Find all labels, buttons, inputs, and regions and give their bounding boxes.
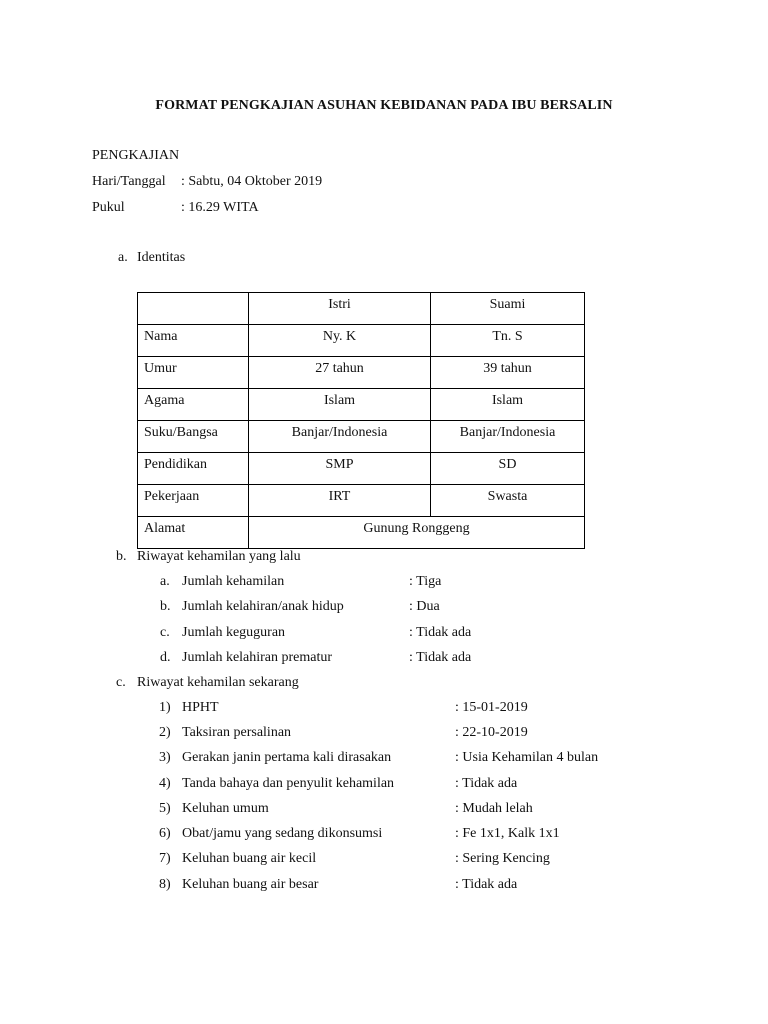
pengkajian-heading: PENGKAJIAN — [92, 148, 180, 163]
istri-cell: IRT — [249, 485, 431, 517]
list-item-value: : Sering Kencing — [455, 851, 550, 866]
suami-cell: Tn. S — [431, 325, 585, 357]
alamat-value: Gunung Ronggeng — [249, 517, 585, 549]
table-row — [138, 485, 585, 517]
list-marker: b. — [160, 599, 171, 614]
section-a-label: Identitas — [137, 250, 186, 265]
list-item-label: Jumlah keguguran — [182, 625, 286, 640]
suami-cell: Banjar/Indonesia — [431, 421, 585, 453]
list-marker: 6) — [159, 826, 171, 841]
list-item-label: Obat/jamu yang sedang dikonsumsi — [182, 826, 383, 841]
pukul-label: Pukul — [92, 200, 125, 215]
list-marker: 5) — [159, 801, 171, 816]
suami-cell: 39 tahun — [431, 357, 585, 389]
list-item-value: : Mudah lelah — [455, 801, 533, 816]
table-row — [138, 517, 585, 549]
list-item-label: Keluhan buang air kecil — [182, 851, 317, 866]
suami-cell: SD — [431, 453, 585, 485]
row-label: Pekerjaan — [138, 485, 249, 517]
list-item-label: Gerakan janin pertama kali dirasakan — [182, 750, 392, 765]
table-row — [138, 389, 585, 421]
istri-cell: Islam — [249, 389, 431, 421]
table-row — [138, 453, 585, 485]
list-item-label: Keluhan umum — [182, 801, 269, 816]
table-header-row — [138, 293, 585, 325]
list-item-value: : Fe 1x1, Kalk 1x1 — [455, 826, 560, 841]
list-marker: c. — [160, 625, 170, 640]
row-label: Suku/Bangsa — [138, 421, 249, 453]
list-item-value: : 15-01-2019 — [455, 700, 528, 715]
table-header-cell: Istri — [249, 293, 431, 325]
suami-cell: Islam — [431, 389, 585, 421]
section-b-marker: b. — [116, 549, 127, 564]
list-item-label: HPHT — [182, 700, 219, 715]
istri-cell: Banjar/Indonesia — [249, 421, 431, 453]
list-item-label: Jumlah kelahiran/anak hidup — [182, 599, 344, 614]
list-marker: 2) — [159, 725, 171, 740]
list-item-value: : Tidak ada — [409, 650, 472, 665]
list-item-value: : Dua — [409, 599, 440, 614]
list-marker: 3) — [159, 750, 171, 765]
istri-cell: Ny. K — [249, 325, 431, 357]
list-item-label: Tanda bahaya dan penyulit kehamilan — [182, 776, 395, 791]
list-item-value: : Usia Kehamilan 4 bulan — [455, 750, 599, 765]
hari-tanggal-label: Hari/Tanggal — [92, 174, 166, 189]
suami-cell: Swasta — [431, 485, 585, 517]
table-header-cell: Suami — [431, 293, 585, 325]
list-item-label: Keluhan buang air besar — [182, 877, 319, 892]
list-marker: d. — [160, 650, 171, 665]
section-c-marker: c. — [116, 675, 126, 690]
row-label: Agama — [138, 389, 249, 421]
list-marker: 8) — [159, 877, 171, 892]
table-row — [138, 325, 585, 357]
list-item-label: Jumlah kelahiran prematur — [182, 650, 333, 665]
section-a-marker: a. — [118, 250, 128, 265]
list-item-value: : Tidak ada — [409, 625, 472, 640]
row-label: Pendidikan — [138, 453, 249, 485]
section-b-label: Riwayat kehamilan yang lalu — [137, 549, 301, 564]
istri-cell: 27 tahun — [249, 357, 431, 389]
pukul-value: : 16.29 WITA — [181, 200, 259, 215]
istri-cell: SMP — [249, 453, 431, 485]
row-label: Nama — [138, 325, 249, 357]
list-item-label: Jumlah kehamilan — [182, 574, 285, 589]
hari-tanggal-value: : Sabtu, 04 Oktober 2019 — [181, 174, 323, 189]
table-header-cell — [138, 293, 249, 325]
alamat-label: Alamat — [138, 517, 249, 549]
identity-table — [137, 292, 585, 549]
row-label: Umur — [138, 357, 249, 389]
list-marker: a. — [160, 574, 170, 589]
list-item-value: : Tidak ada — [455, 776, 518, 791]
list-item-value: : Tidak ada — [455, 877, 518, 892]
list-marker: 4) — [159, 776, 171, 791]
list-marker: 1) — [159, 700, 171, 715]
list-item-label: Taksiran persalinan — [182, 725, 292, 740]
list-item-value: : Tiga — [409, 574, 442, 589]
table-row — [138, 357, 585, 389]
list-item-value: : 22-10-2019 — [455, 725, 528, 740]
table-row — [138, 421, 585, 453]
document-title: FORMAT PENGKAJIAN ASUHAN KEBIDANAN PADA IBU BERSALIN — [155, 98, 613, 113]
section-c-label: Riwayat kehamilan sekarang — [137, 675, 299, 690]
list-marker: 7) — [159, 851, 171, 866]
